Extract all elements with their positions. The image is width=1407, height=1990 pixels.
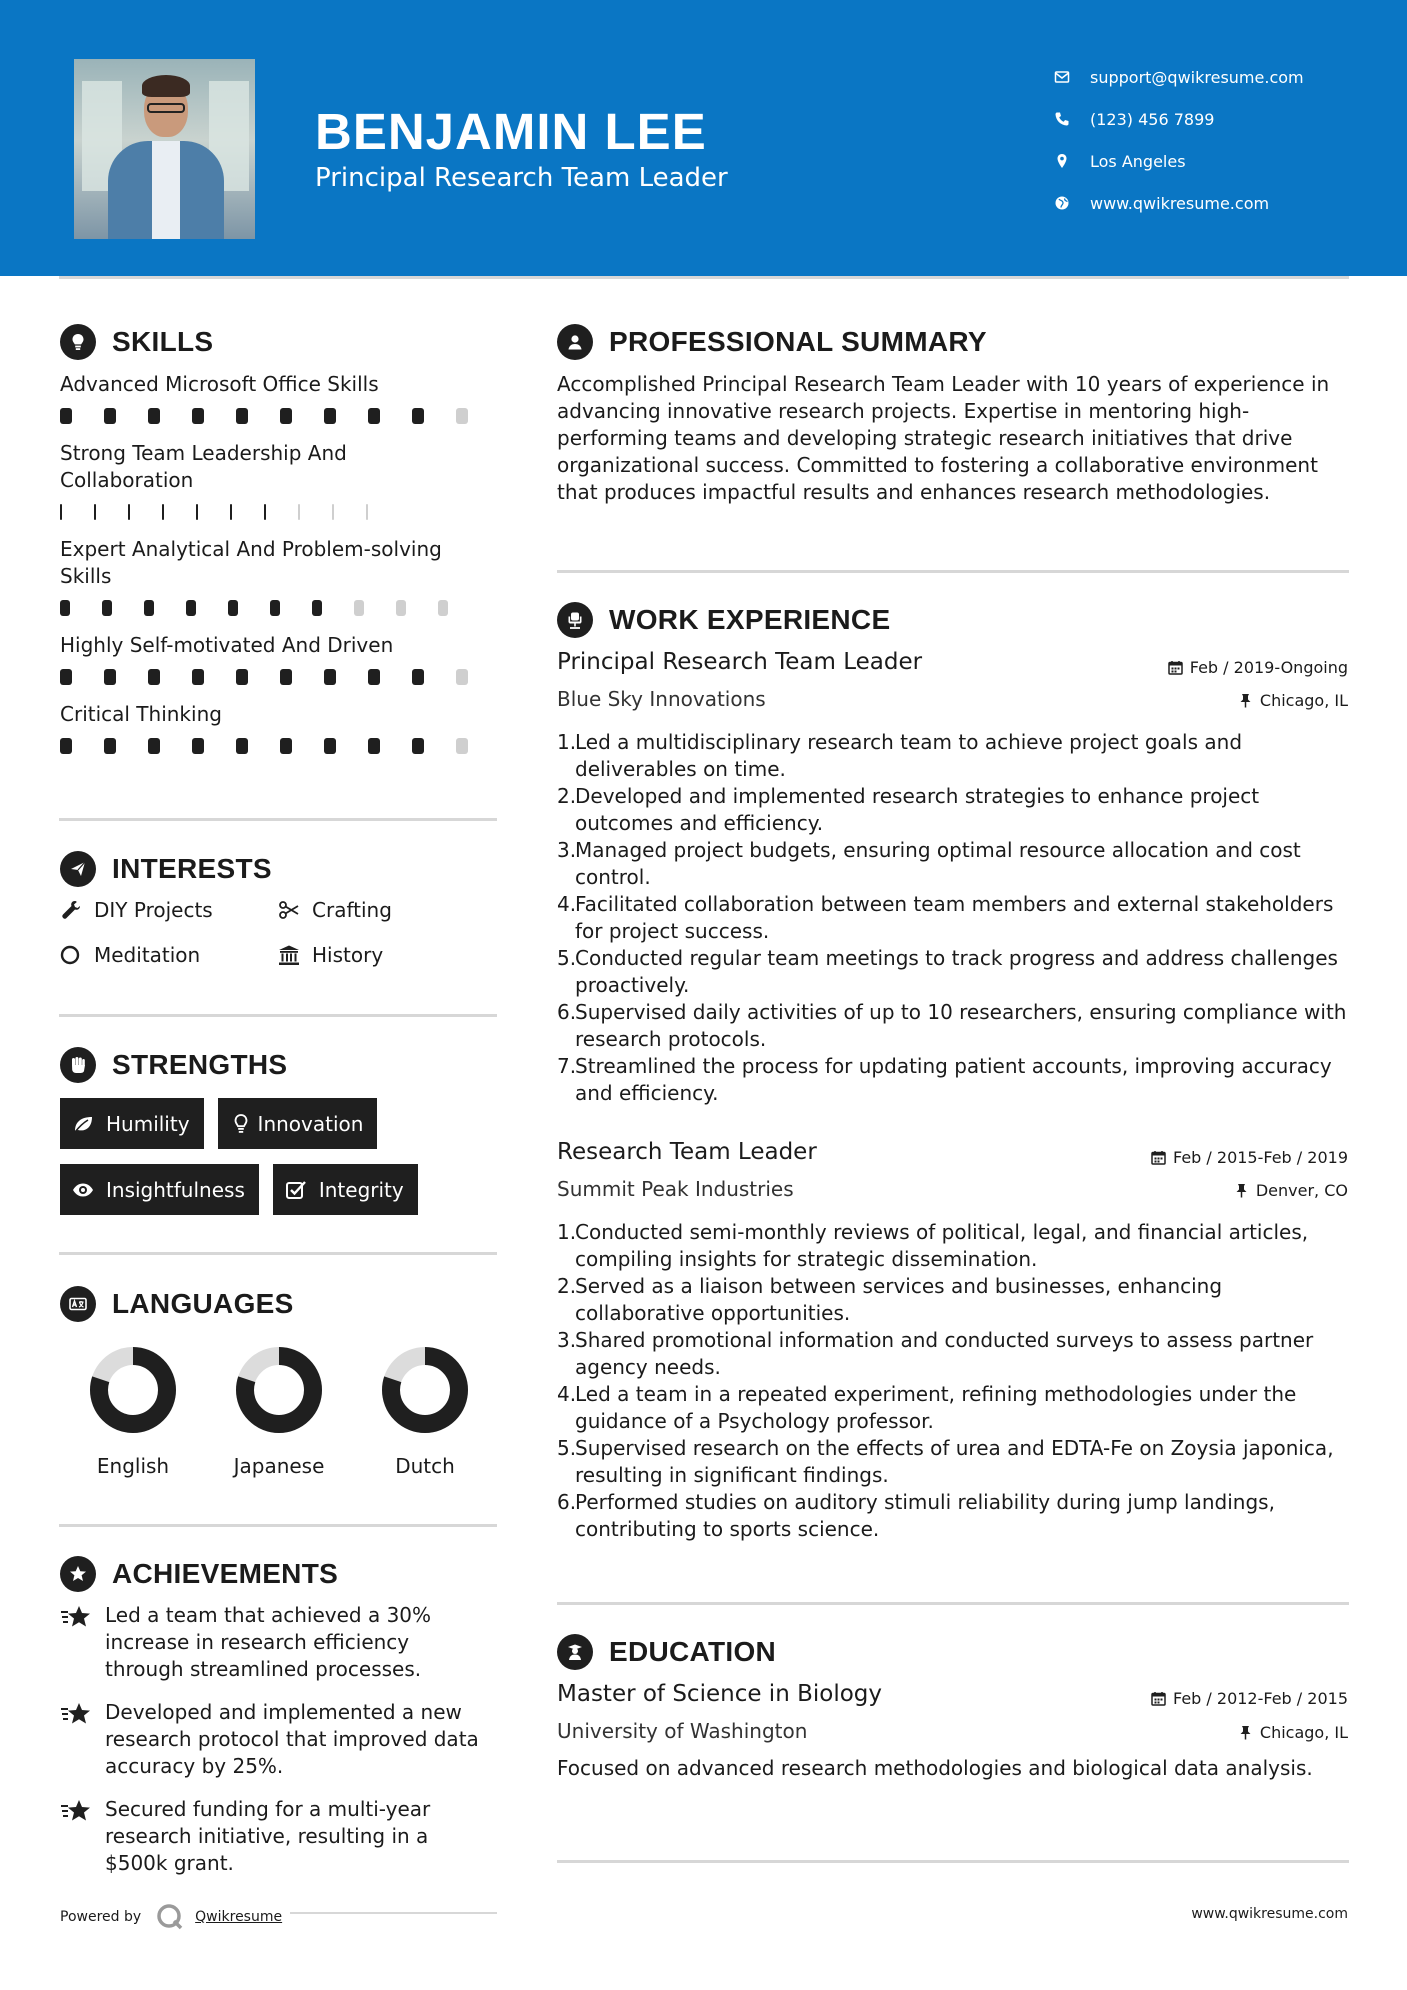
strength-label: Integrity <box>318 1177 404 1202</box>
graduate-icon <box>557 1634 593 1670</box>
achievement-text: Developed and implemented a new research protocol that improved data accuracy by 25%. <box>105 1700 479 1778</box>
rating-dot-filled <box>368 408 380 424</box>
star-badge-icon <box>60 1556 96 1592</box>
qwikresume-logo-icon <box>155 1902 185 1932</box>
interest-label: DIY Projects <box>94 897 213 922</box>
leaf-icon <box>72 1113 106 1135</box>
interests-title: INTERESTS <box>112 853 272 884</box>
contact-email[interactable] <box>1054 56 1304 98</box>
lightbulb-icon <box>230 1113 258 1135</box>
rating-dot-empty <box>396 600 406 616</box>
language-icon <box>60 1286 96 1322</box>
rating-dot-empty <box>366 504 368 520</box>
contact-website-text: www.qwikresume.com <box>1090 193 1270 213</box>
rating-dot-filled <box>230 504 232 520</box>
footer-divider <box>290 1912 497 1914</box>
rating-dot-filled <box>412 408 424 424</box>
contact-phone[interactable] <box>1054 98 1304 140</box>
rating-dot-filled <box>104 738 116 754</box>
rating-dot-empty <box>354 600 364 616</box>
header-divider <box>59 276 1349 279</box>
rating-dot-filled <box>324 669 336 685</box>
paper-plane-icon <box>60 851 96 887</box>
rating-dot-filled <box>186 600 196 616</box>
checkbox-icon <box>285 1179 319 1201</box>
resume-header <box>0 0 1407 276</box>
rating-dot-filled <box>324 738 336 754</box>
job-location <box>1238 691 1348 710</box>
interest-item <box>278 941 458 968</box>
skill-item <box>60 371 500 424</box>
strength-tag <box>218 1098 378 1149</box>
skill-rating <box>60 408 500 424</box>
job-dates <box>1151 1148 1348 1167</box>
section-divider <box>557 1602 1349 1605</box>
language-name: English <box>96 1454 170 1478</box>
summary-title: PROFESSIONAL SUMMARY <box>609 326 987 357</box>
list-item: 4. Led a team in a repeated experiment, refining methodologies under the guidance of a Psychology professor. <box>557 1382 1297 1433</box>
rating-dot-filled <box>60 504 62 520</box>
phone-icon <box>1054 111 1090 127</box>
contact-location-text: Los Angeles <box>1090 151 1186 171</box>
rating-dot-filled <box>148 408 160 424</box>
rating-dot-filled <box>412 738 424 754</box>
list-item: 6. Supervised daily activities of up to 10 researchers, ensuring compliance with research protocols. <box>557 1000 1347 1051</box>
achievement-item <box>60 1699 500 1780</box>
rating-dot-filled <box>104 669 116 685</box>
skill-name: Expert Analytical And Problem-solving Skills <box>60 537 442 588</box>
summary-heading <box>557 324 987 360</box>
powered-by <box>60 1902 282 1932</box>
strength-tag <box>273 1164 418 1215</box>
rating-dot-filled <box>60 408 72 424</box>
skill-name: Advanced Microsoft Office Skills <box>60 372 379 396</box>
office-chair-icon <box>557 602 593 638</box>
circle-icon <box>60 944 94 966</box>
rating-dot-filled <box>162 504 164 520</box>
rating-dot-empty <box>456 408 468 424</box>
job-company: Blue Sky Innovations <box>557 687 766 711</box>
scissors-icon <box>278 899 312 921</box>
contact-location <box>1054 140 1304 182</box>
rating-dot-filled <box>236 669 248 685</box>
globe-icon <box>1054 195 1090 211</box>
achievement-item <box>60 1796 500 1877</box>
eye-icon <box>72 1179 106 1201</box>
rating-dot-filled <box>192 738 204 754</box>
rating-dot-filled <box>144 600 154 616</box>
list-item: 3. Managed project budgets, ensuring optimal resource allocation and cost control. <box>557 838 1301 889</box>
strengths-title: STRENGTHS <box>112 1049 288 1080</box>
rating-dot-filled <box>270 600 280 616</box>
skills-title: SKILLS <box>112 326 214 357</box>
rating-dot-filled <box>368 669 380 685</box>
interest-label: History <box>312 942 384 967</box>
pushpin-icon <box>1234 1183 1249 1198</box>
list-item: 1. Led a multidisciplinary research team to achieve project goals and deliverables on time. <box>557 730 1243 781</box>
languages-list <box>60 1346 498 1478</box>
list-item: 1. Conducted semi-monthly reviews of political, legal, and financial articles, compiling insights for strategic dissemination. <box>557 1220 1309 1271</box>
job-location <box>1234 1181 1348 1200</box>
strength-label: Innovation <box>257 1111 364 1136</box>
rating-dot-filled <box>412 669 424 685</box>
rating-dot-filled <box>368 738 380 754</box>
rating-dot-filled <box>280 738 292 754</box>
achievements-list <box>60 1602 500 1893</box>
rating-dot-filled <box>192 669 204 685</box>
powered-by-text: Powered by <box>60 1909 142 1925</box>
job-bullets <box>557 729 1353 1107</box>
user-icon <box>557 324 593 360</box>
job-bullets <box>557 1219 1353 1543</box>
education-title: EDUCATION <box>609 1636 777 1667</box>
list-item: 2. Served as a liaison between services and businesses, enhancing collaborative opportunities. <box>557 1274 1223 1325</box>
education-location-text: Chicago, IL <box>1259 1723 1348 1742</box>
language-item <box>60 1346 206 1478</box>
interest-label: Crafting <box>312 897 392 922</box>
rating-dot-filled <box>280 408 292 424</box>
education-heading <box>557 1634 776 1670</box>
footer-url[interactable]: www.qwikresume.com <box>1191 1906 1348 1922</box>
envelope-icon <box>1054 69 1090 85</box>
language-proficiency-donut <box>381 1346 469 1434</box>
rating-dot-empty <box>298 504 300 520</box>
strength-tag <box>60 1164 259 1215</box>
experience-heading <box>557 602 890 638</box>
interests-heading <box>60 851 272 887</box>
skill-name: Strong Team Leadership And Collaboration <box>60 441 347 492</box>
education-dates-text: Feb / 2012-Feb / 2015 <box>1173 1689 1348 1708</box>
experience-title: WORK EXPERIENCE <box>609 604 891 635</box>
education-school: University of Washington <box>557 1719 808 1743</box>
skill-rating <box>60 600 480 616</box>
calendar-icon <box>1151 1691 1166 1706</box>
rating-dot-filled <box>60 738 72 754</box>
list-item: 5. Conducted regular team meetings to track progress and address challenges proactively. <box>557 946 1338 997</box>
rating-dot-filled <box>94 504 96 520</box>
star-icon <box>60 1699 105 1780</box>
rating-dot-filled <box>312 600 322 616</box>
rating-dot-empty <box>456 669 468 685</box>
language-proficiency-donut <box>235 1346 323 1434</box>
star-icon <box>60 1602 105 1683</box>
skills-heading <box>60 324 213 360</box>
interests-list <box>60 896 460 968</box>
candidate-role: Principal Research Team Leader <box>315 163 728 193</box>
skill-item <box>60 632 500 685</box>
skill-item <box>60 701 500 754</box>
education-location <box>1238 1723 1348 1742</box>
skill-item <box>60 440 400 520</box>
achievements-heading <box>60 1556 338 1592</box>
interest-item <box>60 896 278 923</box>
rating-dot-filled <box>264 504 266 520</box>
section-divider <box>59 1014 497 1017</box>
languages-title: LANGUAGES <box>112 1288 294 1319</box>
strength-label: Insightfulness <box>106 1177 245 1202</box>
list-item: 3. Shared promotional information and conducted surveys to assess partner agency needs. <box>557 1328 1314 1379</box>
rating-dot-filled <box>236 738 248 754</box>
language-item <box>206 1346 352 1478</box>
rating-dot-filled <box>228 600 238 616</box>
strengths-list <box>60 1098 500 1230</box>
list-item: 5. Supervised research on the effects of urea and EDTA-Fe on Zoysia japonica, resulting in significant findings. <box>557 1436 1334 1487</box>
section-divider <box>59 1252 497 1255</box>
job-dates-text: Feb / 2015-Feb / 2019 <box>1173 1148 1348 1167</box>
language-name: Dutch <box>395 1454 455 1478</box>
list-item: 2. Developed and implemented research strategies to enhance project outcomes and efficiency. <box>557 784 1260 835</box>
rating-dot-empty <box>332 504 334 520</box>
wrench-icon <box>60 899 94 921</box>
interest-label: Meditation <box>94 942 201 967</box>
skill-name: Critical Thinking <box>60 702 222 726</box>
rating-dot-filled <box>128 504 130 520</box>
rating-dot-filled <box>324 408 336 424</box>
skill-item <box>60 536 480 616</box>
section-divider <box>557 570 1349 573</box>
rating-dot-filled <box>196 504 198 520</box>
rating-dot-filled <box>102 600 112 616</box>
rating-dot-filled <box>148 669 160 685</box>
profile-photo <box>74 59 255 239</box>
star-icon <box>60 1796 105 1877</box>
contact-email-text: support@qwikresume.com <box>1090 67 1304 87</box>
education-dates <box>1151 1689 1348 1708</box>
rating-dot-empty <box>456 738 468 754</box>
job-location-text: Denver, CO <box>1255 1181 1348 1200</box>
section-divider <box>557 1860 1349 1863</box>
section-divider <box>59 818 497 821</box>
education-description: Focused on advanced research methodologies and biological data analysis. <box>557 1756 1313 1780</box>
list-item: 4. Facilitated collaboration between team members and external stakeholders for project success. <box>557 892 1334 943</box>
lightbulb-icon <box>60 324 96 360</box>
job-title: Research Team Leader <box>557 1139 817 1165</box>
fist-icon <box>60 1047 96 1083</box>
job-company: Summit Peak Industries <box>557 1177 794 1201</box>
museum-icon <box>278 944 312 966</box>
achievement-item <box>60 1602 500 1683</box>
rating-dot-filled <box>60 669 72 685</box>
strength-tag <box>60 1098 204 1149</box>
candidate-name: BENJAMIN LEE <box>315 103 707 160</box>
education-degree: Master of Science in Biology <box>557 1681 882 1707</box>
interest-item <box>278 896 458 923</box>
contact-list <box>1054 56 1304 224</box>
list-item: 6. Performed studies on auditory stimuli reliability during jump landings, contributing to sports science. <box>557 1490 1275 1541</box>
job-dates-text: Feb / 2019-Ongoing <box>1189 658 1348 677</box>
skill-rating <box>60 669 500 685</box>
rating-dot-filled <box>192 408 204 424</box>
rating-dot-filled <box>148 738 160 754</box>
rating-dot-filled <box>236 408 248 424</box>
strengths-heading <box>60 1047 287 1083</box>
strength-label: Humility <box>106 1111 190 1136</box>
section-divider <box>59 1524 497 1527</box>
achievements-title: ACHIEVEMENTS <box>112 1558 339 1589</box>
skill-name: Highly Self-motivated And Driven <box>60 633 394 657</box>
calendar-icon <box>1151 1150 1166 1165</box>
skill-rating <box>60 738 500 754</box>
languages-heading <box>60 1286 294 1322</box>
language-proficiency-donut <box>89 1346 177 1434</box>
achievement-text: Secured funding for a multi-year research initiative, resulting in a $500k grant. <box>105 1797 431 1875</box>
job-location-text: Chicago, IL <box>1259 691 1348 710</box>
rating-dot-filled <box>280 669 292 685</box>
contact-phone-text: (123) 456 7899 <box>1090 109 1215 129</box>
interest-item <box>60 941 278 968</box>
pushpin-icon <box>1238 693 1253 708</box>
skill-rating <box>60 504 400 520</box>
rating-dot-empty <box>438 600 448 616</box>
map-pin-icon <box>1054 153 1090 169</box>
rating-dot-filled <box>104 408 116 424</box>
qwikresume-link[interactable]: Qwikresume <box>195 1909 283 1925</box>
list-item: 7. Streamlined the process for updating patient accounts, improving accuracy and efficiency. <box>557 1054 1332 1105</box>
skills-list <box>60 371 500 770</box>
achievement-text: Led a team that achieved a 30% increase in research efficiency through streamlined processes. <box>105 1603 432 1681</box>
language-item <box>352 1346 498 1478</box>
pushpin-icon <box>1238 1725 1253 1740</box>
language-name: Japanese <box>233 1454 325 1478</box>
job-title: Principal Research Team Leader <box>557 649 923 675</box>
rating-dot-filled <box>60 600 70 616</box>
calendar-icon <box>1168 660 1183 675</box>
contact-website[interactable] <box>1054 182 1304 224</box>
job-dates <box>1168 658 1348 677</box>
summary-text: Accomplished Principal Research Team Leader with 10 years of experience in advancing innovative research projects. Expertise in mentoring high-performing teams and developing strategic research initiatives that drive organizational success. Committed to fostering a collaborative environment that produces impactful results and enhances research methodologies. <box>557 372 1330 504</box>
